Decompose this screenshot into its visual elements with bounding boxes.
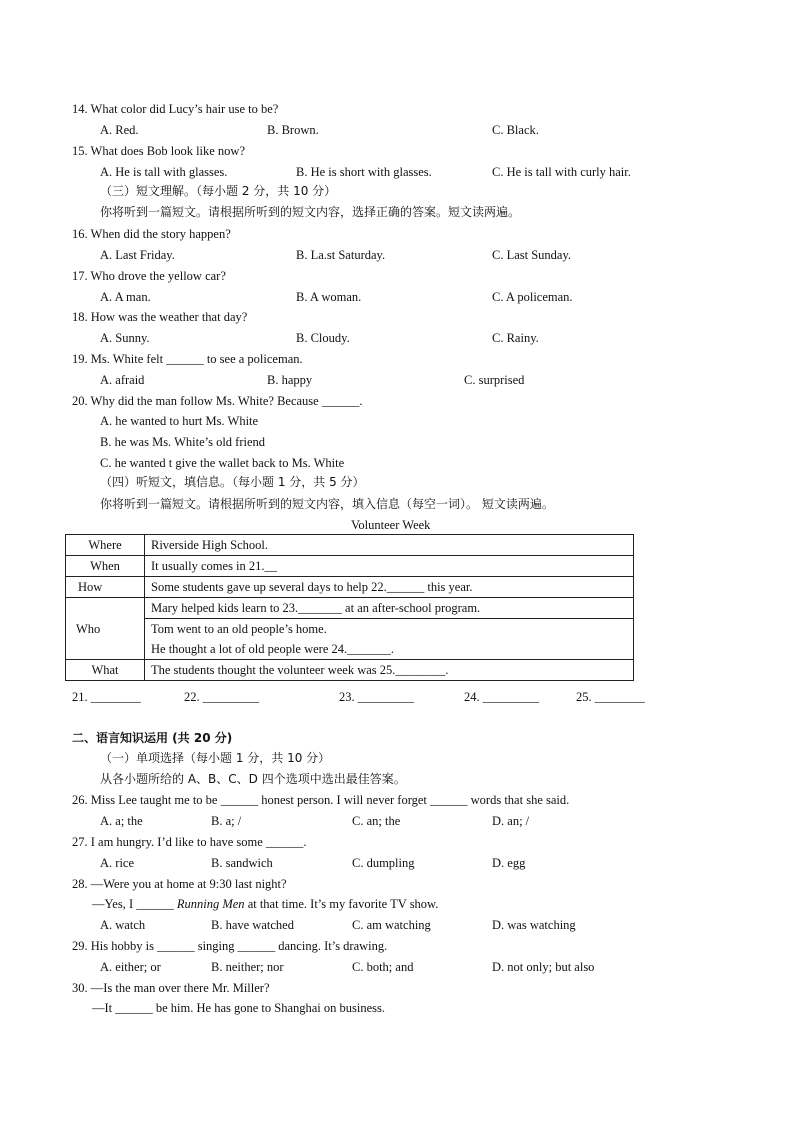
q16-option-b: B. La.st Saturday. [296,248,386,262]
q18-option-a: A. Sunny. [100,331,150,345]
q19-option-c: C. surprised [464,373,525,387]
answer-blank-24: 24. _________ [464,690,539,704]
question-15-stem: 15. What does Bob look like now? [72,144,246,158]
q28-option-d: D. was watching [492,918,576,932]
q29-option-d: D. not only; but also [492,960,595,974]
q27-option-b: B. sandwich [211,856,273,870]
question-17-stem: 17. Who drove the yellow car? [72,269,226,283]
section-4-instruction: 你将听到一篇短文。请根据所听到的短文内容，填入信息（每空一词）。 短文读两遍。 [100,497,554,511]
answer-blank-25: 25. ________ [576,690,645,704]
q27-option-c: C. dumpling [352,856,415,870]
question-26-stem: 26. Miss Lee taught me to be ______ honest person. I will never forget ______ words that she said. [72,793,570,807]
section-4-title: （四）听短文，填信息。（每小题 1 分，共 5 分） [100,475,365,489]
section-3-instruction: 你将听到一篇短文。请根据所听到的短文内容，选择正确的答案。短文读两遍。 [100,205,521,219]
q28-option-c: C. am watching [352,918,431,932]
question-29-stem: 29. His hobby is ______ singing ______ dancing. It’s drawing. [72,939,388,953]
answer-blank-21: 21. ________ [72,690,141,704]
table-label-what: What [66,660,145,681]
q28-reply-post: at that time. It’s my favorite TV show. [244,897,439,911]
question-30-stem: 30. —Is the man over there Mr. Miller? [72,981,270,995]
question-27-stem: 27. I am hungry. I’d like to have some ______. [72,835,307,849]
question-28-reply [92,896,438,912]
table-cell-who-1: Mary helped kids learn to 23._______ at an after-school program. [145,598,634,619]
question-30-reply: —It ______ be him. He has gone to Shanghai on business. [92,1001,386,1015]
q16-option-a: A. Last Friday. [100,248,175,262]
table-row [66,577,634,598]
table-cell-who-3: He thought a lot of old people were 24._______. [151,642,395,656]
q29-option-a: A. either; or [100,960,161,974]
q27-option-a: A. rice [100,856,135,870]
table-label-where: Where [66,535,145,556]
q18-option-b: B. Cloudy. [296,331,350,345]
q28-show-title: Running Men [176,897,245,911]
q17-option-c: C. A policeman. [492,290,573,304]
q20-option-a: A. he wanted to hurt Ms. White [100,414,259,428]
table-row [66,619,634,660]
table-row [66,598,634,619]
table-label-how: How [66,577,145,598]
table-label-who: Who [66,598,145,660]
q29-option-c: C. both; and [352,960,414,974]
table-cell-who-2: Tom went to an old people’s home. [151,622,327,636]
answer-blank-22: 22. _________ [184,690,259,704]
question-19-stem: 19. Ms. White felt ______ to see a policeman. [72,352,303,366]
part-2-subtitle: （一）单项选择（每小题 1 分，共 10 分） [100,751,331,765]
q28-option-a: A. watch [100,918,146,932]
table-cell-what: The students thought the volunteer week was 25.________. [145,660,634,681]
q15-option-a: A. He is tall with glasses. [100,165,228,179]
q20-option-b: B. he was Ms. White’s old friend [100,435,266,449]
question-18-stem: 18. How was the weather that day? [72,310,248,324]
question-28-stem: 28. —Were you at home at 9:30 last night? [72,877,287,891]
q14-option-c: C. Black. [492,123,539,137]
volunteer-week-table [65,534,634,681]
q29-option-b: B. neither; nor [211,960,284,974]
table-row [66,660,634,681]
q18-option-c: C. Rainy. [492,331,539,345]
q16-option-c: C. Last Sunday. [492,248,572,262]
question-14-stem: 14. What color did Lucy’s hair use to be? [72,102,279,116]
q14-option-a: A. Red. [100,123,139,137]
q19-option-b: B. happy [267,373,313,387]
q17-option-a: A. A man. [100,290,151,304]
q28-option-b: B. have watched [211,918,294,932]
part-2-instruction: 从各小题所给的 A、B、C、D 四个选项中选出最佳答案。 [100,772,406,786]
table-cell-where: Riverside High School. [145,535,634,556]
question-20-stem: 20. Why did the man follow Ms. White? Because ______. [72,394,363,408]
q19-option-a: A. afraid [100,373,145,387]
q28-reply-pre: —Yes, I ______ [92,897,177,911]
q20-option-c: C. he wanted t give the wallet back to Ms. White [100,456,345,470]
section-3-title: （三）短文理解。（每小题 2 分，共 10 分） [100,184,337,198]
table-cell-how: Some students gave up several days to help 22.______ this year. [145,577,634,598]
q27-option-d: D. egg [492,856,526,870]
table-cell-when: It usually comes in 21.__ [145,556,634,577]
answer-blank-23: 23. _________ [339,690,414,704]
q26-option-b: B. a; / [211,814,242,828]
q15-option-b: B. He is short with glasses. [296,165,432,179]
q14-option-b: B. Brown. [267,123,319,137]
table-row [66,556,634,577]
table-label-when: When [66,556,145,577]
q15-option-c: C. He is tall with curly hair. [492,165,631,179]
question-16-stem: 16. When did the story happen? [72,227,231,241]
q26-option-a: A. a; the [100,814,143,828]
q26-option-c: C. an; the [352,814,401,828]
q17-option-b: B. A woman. [296,290,362,304]
part-2-heading: 二、语言知识运用 (共 20 分) [72,731,233,745]
table-row [66,535,634,556]
q26-option-d: D. an; / [492,814,530,828]
table-title: Volunteer Week [351,518,431,532]
